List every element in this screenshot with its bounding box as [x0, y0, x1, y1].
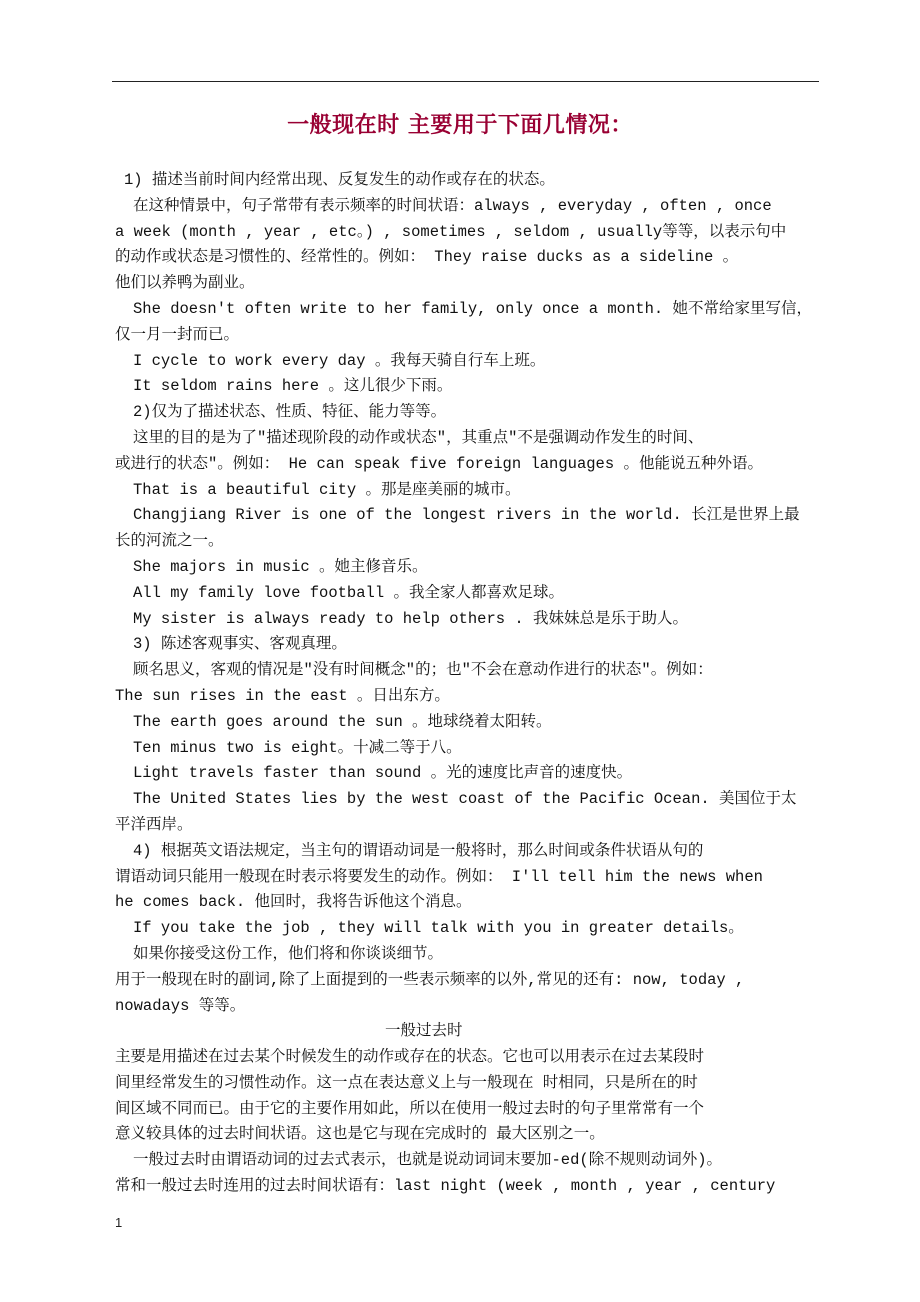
section-heading: 1) 描述当前时间内经常出现、反复发生的动作或存在的状态。: [124, 171, 555, 189]
example-line: The sun rises in the east 。日出东方。: [115, 686, 450, 705]
example-line: That is a beautiful city 。那是座美丽的城市。: [133, 480, 521, 499]
example-line: Ten minus two is eight。十减二等于八。: [133, 738, 462, 757]
example-line: She majors in music 。她主修音乐。: [133, 557, 428, 576]
page-title: 一般现在时 主要用于下面几情况：: [287, 113, 633, 138]
header-rule: [112, 81, 819, 82]
example-line: The United States lies by the west coast of the Pacific Ocean. 美国位于太: [133, 790, 797, 809]
document-body: [115, 168, 875, 1200]
paragraph-line: 间区域不同而已。由于它的主要作用如此，所以在使用一般过去时的句子里常常有一个: [115, 1099, 705, 1118]
paragraph-line: 顾名思义，客观的情况是"没有时间概念"的；也"不会在意动作进行的状态"。例如：: [133, 661, 713, 680]
example-line: 仅一月一封而已。: [115, 325, 240, 344]
example-line: 如果你接受这份工作，他们将和你谈谈细节。: [133, 944, 444, 963]
paragraph-line: 在这种情景中，句子常带有表示频率的时间状语：always , everyday , often , once: [133, 196, 772, 215]
section-heading: 2)仅为了描述状态、性质、特征、能力等等。: [133, 403, 447, 422]
example-line: The earth goes around the sun 。地球绕着太阳转。: [133, 712, 552, 731]
page-number: 1: [115, 1215, 123, 1230]
example-line: Light travels faster than sound 。光的速度比声音的速度快。: [133, 764, 633, 783]
paragraph-line: 一般过去时由谓语动词的过去式表示，也就是说动词词末要加-ed(除不规则动词外)。: [133, 1151, 723, 1170]
section-heading: 4) 根据英文语法规定，当主句的谓语动词是一般将时，那么时间或条件状语从句的: [133, 841, 704, 860]
paragraph-line: 主要是用描述在过去某个时候发生的动作或存在的状态。它也可以用表示在过去某段时: [115, 1048, 705, 1067]
example-line: It seldom rains here 。这儿很少下雨。: [133, 377, 453, 396]
paragraph-line: 的动作或状态是习惯性的、经常性的。例如： They raise ducks as a sideline 。: [115, 248, 739, 267]
example-line: If you take the job , they will talk with you in greater details。: [133, 919, 744, 938]
paragraph-line: 他们以养鸭为副业。: [115, 274, 255, 293]
paragraph-line: 用于一般现在时的副词,除了上面提到的一些表示频率的以外,常见的还有: now, today ,: [115, 970, 745, 989]
example-line: All my family love football 。我全家人都喜欢足球。: [133, 583, 564, 602]
example-line: Changjiang River is one of the longest rivers in the world. 长江是世界上最: [133, 506, 800, 525]
paragraph-line: 间里经常发生的习惯性动作。这一点在表达意义上与一般现在 时相同，只是所在的时: [115, 1073, 698, 1092]
paragraph-line: 这里的目的是为了"描述现阶段的动作或状态"，其重点"不是强调动作发生的时间、: [133, 428, 704, 447]
paragraph-line: a week (month , year , etc。) , sometimes , seldom , usually等等，以表示句中: [115, 222, 787, 241]
example-line: I cycle to work every day 。我每天骑自行车上班。: [133, 351, 546, 370]
paragraph-line: nowadays 等等。: [115, 996, 246, 1015]
paragraph-line: 意义较具体的过去时间状语。这也是它与现在完成时的 最大区别之一。: [115, 1125, 605, 1144]
example-line: 平洋西岸。: [115, 815, 193, 834]
example-line: My sister is always ready to help others . 我妹妹总是乐于助人。: [133, 609, 688, 628]
example-line: She doesn't often write to her family, only once a month. 她不常给家里写信，: [133, 299, 812, 318]
subsection-title: 一般过去时: [385, 1022, 463, 1041]
paragraph-line: 常和一般过去时连用的过去时间状语有：last night (week , month , year , century: [115, 1177, 776, 1196]
paragraph-line: he comes back. 他回时，我将告诉他这个消息。: [115, 893, 472, 912]
section-heading: 3) 陈述客观事实、客观真理。: [133, 635, 347, 654]
paragraph-line: 谓语动词只能用一般现在时表示将要发生的动作。例如： I'll tell him the news when: [115, 867, 763, 886]
paragraph-line: 或进行的状态"。例如： He can speak five foreign languages 。他能说五种外语。: [115, 454, 763, 473]
example-line: 长的河流之一。: [115, 532, 224, 551]
